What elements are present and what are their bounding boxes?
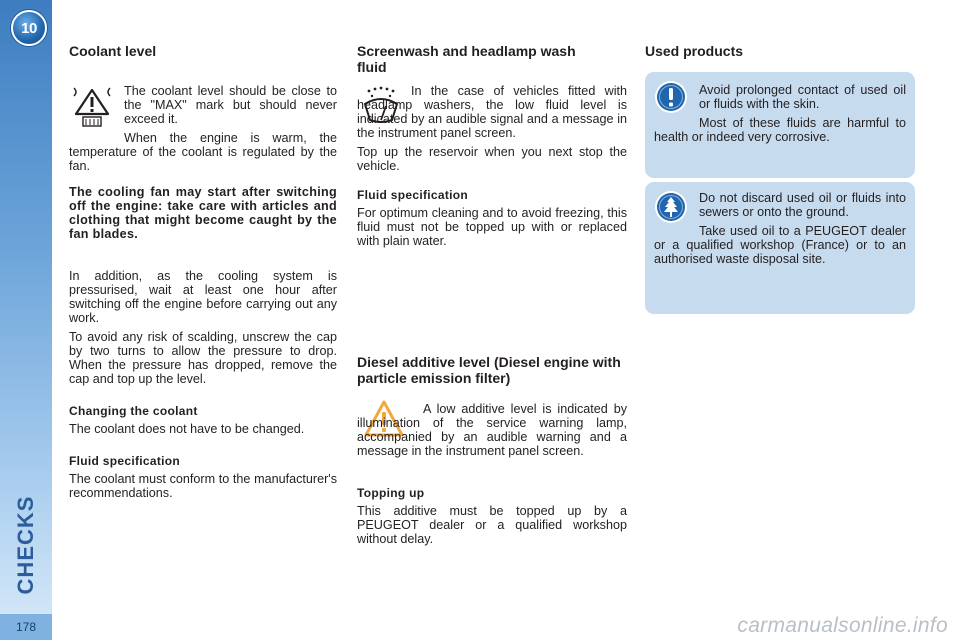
coolant-spec-text: The coolant must conform to the manufacturer's recommendations. xyxy=(69,472,337,500)
chapter-number: 10 xyxy=(21,19,37,37)
used-box2-paragraph-1: Do not discard used oil or fluids into sewers or onto the ground. xyxy=(699,191,906,219)
used-box2-text xyxy=(654,191,906,271)
page-number: 178 xyxy=(0,614,52,640)
changing-coolant-text: The coolant does not have to be changed. xyxy=(69,422,305,436)
coolant-paragraph-2: When the engine is warm, the temperature of the coolant is regulated by the fan. xyxy=(69,131,337,173)
screenwash-paragraph-2: Top up the reservoir when you next stop the vehicle. xyxy=(357,145,627,173)
screenwash-spec-text: For optimum cleaning and to avoid freezing, this fluid must not be topped up with or replaced with plain water. xyxy=(357,206,627,248)
coolant-fan-warning: The cooling fan may start after switching off the engine: take care with articles and clothing that might become caught by the fan blades. xyxy=(69,185,337,241)
diesel-paragraph-1: A low additive level is indicated by illumination of the service warning lamp, accompanied by an audible warning and a message in the instrument panel screen. xyxy=(357,402,627,458)
screenwash-heading-wrap xyxy=(357,43,607,75)
coolant-paragraph-4: To avoid any risk of scalding, unscrew the cap by two turns to allow the pressure to drop. When the pressure has dropped, remove the cap and top up the level. xyxy=(69,330,337,386)
used-products-heading: Used products xyxy=(645,43,744,59)
diesel-column xyxy=(357,402,627,551)
coolant-paragraph-1: The coolant level should be close to the "MAX" mark but should never exceed it. xyxy=(124,84,337,126)
changing-coolant-heading: Changing the coolant xyxy=(69,404,198,418)
screenwash-paragraph-1: In the case of vehicles fitted with headlamp washers, the low fluid level is indicated by an audible signal and a message in the instrument panel screen. xyxy=(357,84,627,140)
topping-up-heading: Topping up xyxy=(357,486,425,500)
screenwash-column xyxy=(357,84,627,253)
diesel-heading: Diesel additive level (Diesel engine with particle emission filter) xyxy=(357,354,621,386)
used-box1-paragraph-1: Avoid prolonged contact of used oil or fluids with the skin. xyxy=(699,83,906,111)
coolant-spec-heading: Fluid specification xyxy=(69,454,181,468)
used-box2-paragraph-2: Take used oil to a PEUGEOT dealer or a qualified workshop (France) or to an authorised waste disposal site. xyxy=(654,224,906,266)
coolant-column xyxy=(69,84,337,505)
used-box1-paragraph-2: Most of these fluids are harmful to health or indeed very corrosive. xyxy=(654,116,906,144)
watermark: carmanualsonline.info xyxy=(737,614,948,637)
topping-up-text: This additive must be topped up by a PEUGEOT dealer or a qualified workshop without delay. xyxy=(357,504,627,546)
coolant-paragraph-3: In addition, as the cooling system is pressurised, wait at least one hour after switching off the engine before carrying out any work. xyxy=(69,269,337,325)
chapter-number-badge xyxy=(11,10,47,46)
screenwash-spec-heading: Fluid specification xyxy=(357,188,469,202)
coolant-heading: Coolant level xyxy=(69,43,157,59)
chapter-title: CHECKS xyxy=(13,495,38,595)
used-box1-text xyxy=(654,83,906,149)
diesel-heading-wrap xyxy=(357,354,629,386)
screenwash-heading: Screenwash and headlamp wash fluid xyxy=(357,43,576,75)
